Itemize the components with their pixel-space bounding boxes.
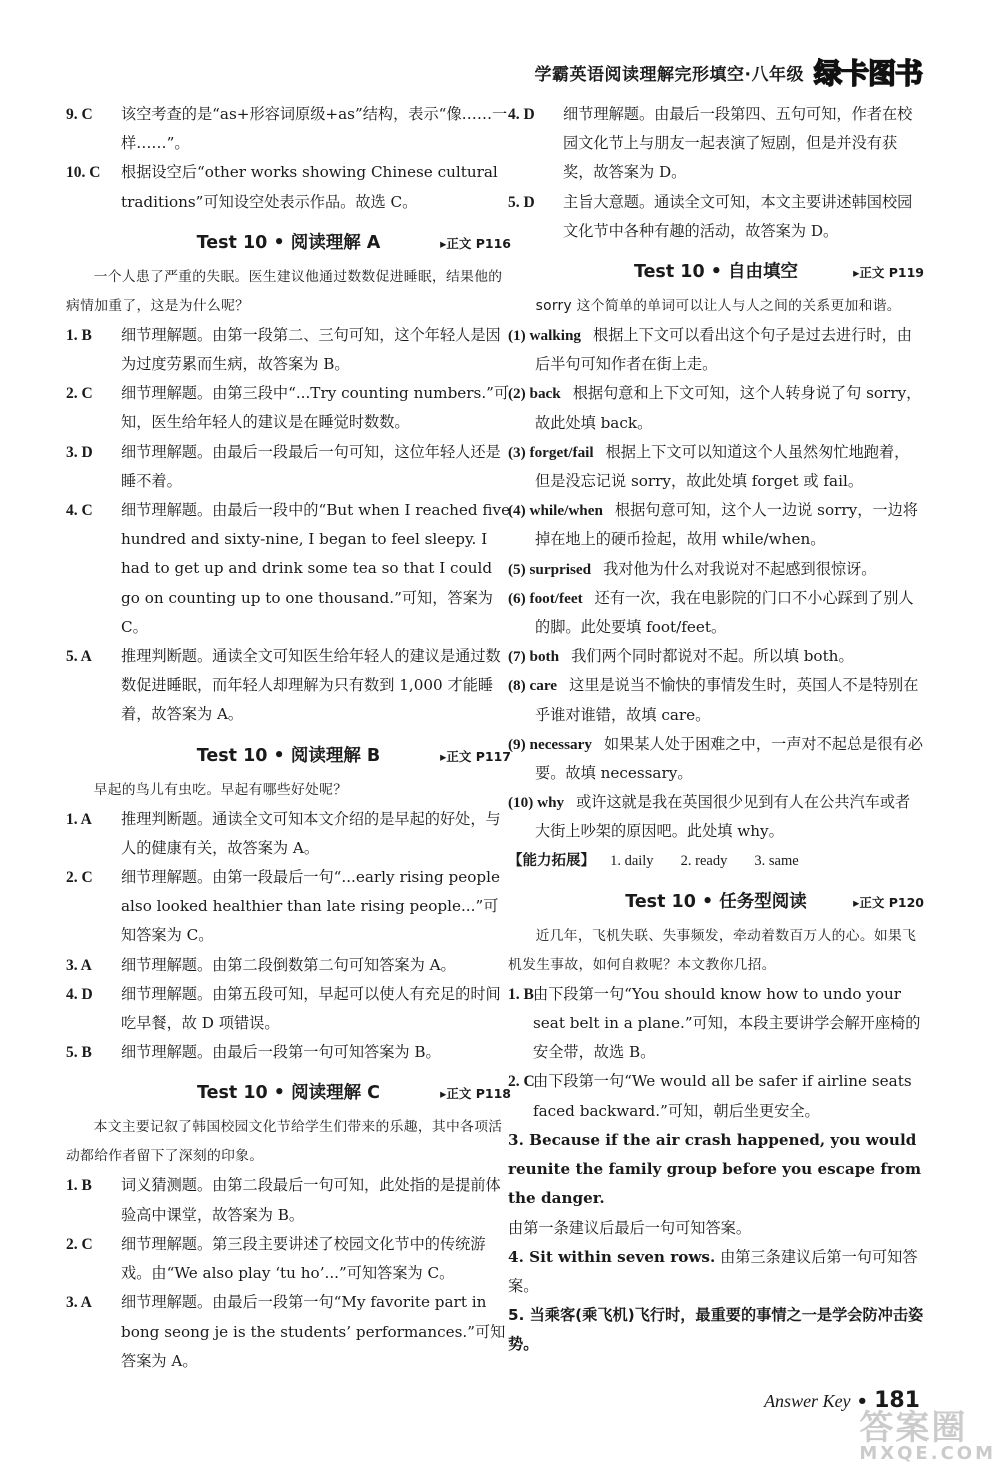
answer-item: 3. Because if the air crash happened, you would reunite the family group before you escape from the danger. 由第一条建议后最后一句可知答案。 — [508, 1130, 922, 1237]
answer-item: 5. B 细节理解题。由最后一段第一句可知答案为 B。 — [66, 1043, 441, 1062]
answer-item: 5. D 主旨大意题。通读全文可知，本文主要讲述韩国校园文化节中各种有趣的活动，故答案为 D。 — [508, 192, 913, 240]
fill-item: (10) why 或许这就是我在英国很少见到有人在公共汽车或者大街上吵架的原因吧。此处填 why。 — [508, 793, 911, 841]
answer-item: 1. B 由下段第一句“You should know how to undo your seat belt in a plane.”可知，本段主要讲学会解开座椅的安全带，故选 B。 — [508, 984, 921, 1062]
section-intro: 近几年，飞机失联、失事频发，牵动着数百万人的心。如果飞机发生事故，如何自救呢？本文教你几招。 — [508, 927, 917, 973]
section-intro: 一个人患了严重的失眠。医生建议他通过数数促进睡眠，结果他的病情加重了，这是为什么呢？ — [66, 268, 503, 314]
section-intro: 早起的鸟儿有虫吃。早起有哪些好处呢？ — [93, 781, 348, 798]
fill-item: (7) both 我们两个同时都说对不起。所以填 both。 — [508, 647, 854, 666]
right-column — [508, 100, 924, 1360]
section-intro: sorry 这个简单的单词可以让人与人之间的关系更加和谐。 — [535, 298, 901, 315]
section-title: Test 10 • 阅读理解 C ▸正文 P118 — [66, 1073, 511, 1113]
watermark: 答案圈 MXQE.COM — [859, 1408, 996, 1464]
answer-item: 5. 当乘客(乘飞机)飞行时，最重要的事情之一是学会防冲击姿势。 — [508, 1306, 924, 1354]
fill-item: (3) forget/fail 根据上下文可以知道这个人虽然匆忙地跑着，但是没忘记说 sorry，故此处填 forget 或 fail。 — [508, 442, 910, 491]
answer-item: 2. C 细节理解题。第三段主要讲述了校园文化节中的传统游戏。由“We also play ‘tu ho’...”可知答案为 C。 — [66, 1234, 486, 1283]
section-intro: 本文主要记叙了韩国校园文化节给学生们带来的乐趣，其中各项活动都给作者留下了深刻的印象。 — [66, 1119, 503, 1165]
brand-logo: 绿卡图书 — [813, 57, 922, 90]
section-title: Test 10 • 任务型阅读 ▸正文 P120 — [508, 882, 924, 922]
answer-item: 3. A 细节理解题。由第二段倒数第二句可知答案为 A。 — [66, 955, 456, 974]
page-ref: ▸正文 P117 — [440, 748, 511, 764]
answer-item: 4. C 细节理解题。由最后一段中的“But when I reached five hundred and sixty-nine, I began to feel sleepy. I had to get up and drink some tea so that I could go on counting up to one thousand.”可知，答案为 C。 — [66, 501, 511, 636]
answer-item: 4. D 细节理解题。由最后一段第四、五句可知，作者在校园文化节上与朋友一起表演了短剧，但是并没有获奖，故答案为 D。 — [508, 105, 913, 182]
fill-item: (9) necessary 如果某人处于困难之中，一声对不起总是很有必要。故填 necessary。 — [508, 734, 923, 783]
answer-item: 1. B 细节理解题。由第一段第二、三句可知，这个年轻人是因为过度劳累而生病，故答案为 B。 — [66, 325, 501, 374]
answer-item: 5. A 推理判断题。通读全文可知医生给年轻人的建议是通过数数促进睡眠，而年轻人却理解为只有数到 1,000 才能睡着，故答案为 A。 — [66, 647, 501, 724]
answer-number: 9. C — [66, 106, 93, 123]
fill-item: (8) care 这里是说当不愉快的事情发生时，英国人不是特别在乎谁对谁错，故填 care。 — [508, 676, 919, 724]
answer-item: 2. C 细节理解题。由第一段最后一句“...early rising people also looked healthier than late rising people...”可知答案为 C。 — [66, 868, 500, 945]
page-header — [0, 52, 1000, 92]
answer-item — [66, 100, 511, 158]
left-column — [66, 100, 511, 1376]
answer-item: 4. Sit within seven rows. 由第三条建议后第一句可知答案。 — [508, 1247, 918, 1295]
page-ref: ▸正文 P116 — [440, 235, 511, 251]
answer-item: 3. A 细节理解题。由最后一段第一句“My favorite part in bong seong je is the students’ performances.”可知答案为 A。 — [66, 1293, 506, 1370]
section-title: Test 10 • 自由填空 ▸正文 P119 — [508, 252, 924, 292]
answer-item — [66, 158, 511, 216]
page-ref: ▸正文 P120 — [853, 894, 924, 910]
section-title: Test 10 • 阅读理解 B ▸正文 P117 — [66, 736, 511, 776]
fill-item: (1) walking 根据上下文可以看出这个句子是过去进行时，由后半句可知作者在街上走。 — [508, 326, 912, 374]
answer-item: 3. D 细节理解题。由最后一段最后一句可知，这位年轻人还是睡不着。 — [66, 442, 501, 490]
answer-item: 1. B 词义猜测题。由第二段最后一句可知，此处指的是提前体验高中课堂，故答案为 B。 — [66, 1176, 501, 1224]
page-ref: ▸正文 P119 — [853, 265, 924, 281]
fill-item: (4) while/when 根据句意可知，这个人一边说 sorry，一边将掉在地上的硬币捡起，故用 while/when。 — [508, 501, 918, 549]
ability-extension: 【能力拓展】 1. daily 2. ready 3. same — [508, 852, 799, 869]
answer-text: 根据设空后“other works showing Chinese cultural traditions”可知设空处表示作品。故选 C。 — [121, 163, 498, 211]
page-ref: ▸正文 P118 — [440, 1086, 511, 1102]
fill-item: (5) surprised 我对他为什么对我说对不起感到很惊讶。 — [508, 559, 877, 578]
page-number: 181 — [874, 1388, 920, 1413]
answer-key-label: Answer Key — [764, 1391, 851, 1411]
answer-text: 该空考查的是“as+形容词原级+as”结构，表示“像……一样……”。 — [121, 105, 508, 153]
answer-number: 10. C — [66, 164, 101, 182]
page-footer: Answer Key • 181 — [764, 1388, 920, 1413]
answer-item: 1. A 推理判断题。通读全文可知本文介绍的是早起的好处，与人的健康有关，故答案为 A。 — [66, 809, 501, 857]
fill-item: (6) foot/feet 还有一次，我在电影院的门口不小心踩到了别人的脚。此处要填 foot/feet。 — [508, 588, 914, 637]
fill-item: (2) back 根据句意和上下文可知，这个人转身说了句 sorry，故此处填 back。 — [508, 384, 922, 432]
answer-item: 2. C 由下段第一句“We would all be safer if airline seats faced backward.”可知，朝后坐更安全。 — [508, 1072, 912, 1120]
answer-item: 2. C 细节理解题。由第三段中“...Try counting numbers.”可知，医生给年轻人的建议是在睡觉时数数。 — [66, 384, 510, 432]
section-title: Test 10 • 阅读理解 A ▸正文 P116 — [66, 223, 511, 263]
book-title: 学霸英语阅读理解完形填空·八年级 — [534, 65, 804, 85]
answer-item: 4. D 细节理解题。由第五段可知，早起可以使人有充足的时间吃早餐，故 D 项错误。 — [66, 984, 501, 1033]
